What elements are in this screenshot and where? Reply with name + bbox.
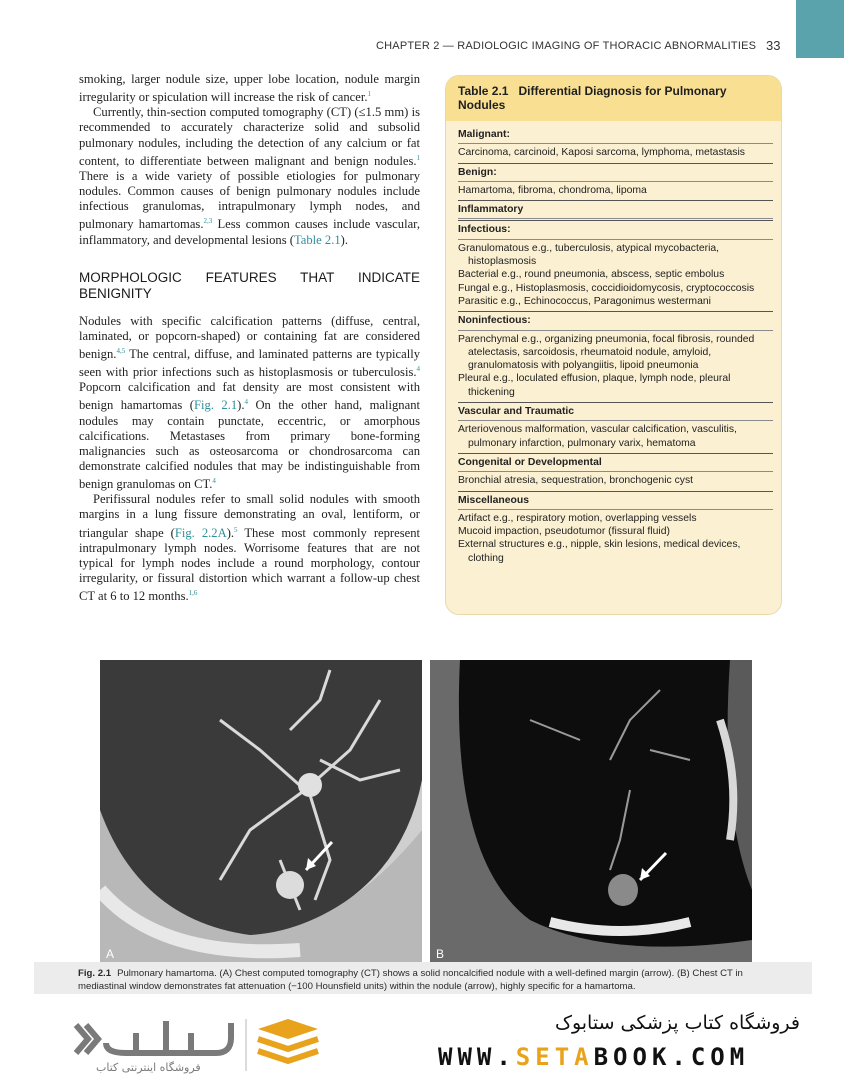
table-link[interactable]: Table 2.1 [293,232,341,247]
table-category: Miscellaneous [458,491,773,510]
figure-link[interactable]: Fig. 2.1 [193,398,238,413]
page-number: 33 [766,38,781,53]
table-entry: Hamartoma, fibroma, chondroma, lipoma [458,184,647,196]
setabook-logo [66,1013,321,1075]
setabook-logo-icon [66,1013,321,1075]
table-entry: Granulomatous e.g., tuberculosis, atypical mycobacteria, histoplasmosis [458,242,720,268]
panel-label-b: B [436,947,445,961]
table-entry: Bronchial atresia, sequestration, bronchogenic cyst [458,475,694,487]
running-head: CHAPTER 2 — RADIOLOGIC IMAGING OF THORACIC ABNORMALITIES [376,40,757,52]
figure-2-1 [100,660,760,965]
caption-figure-number: Fig. 2.1 [78,968,112,979]
reference[interactable]: 4 [416,365,420,374]
figure-link[interactable]: Fig. 2.2A [174,525,227,540]
table-category: Infectious: [458,220,773,239]
table-entries [458,182,773,199]
reference[interactable]: 1 [416,153,420,162]
table-category: Vascular and Traumatic [458,402,773,421]
paragraph-2: Currently, thin-section computed tomography (CT) (≤1.5 mm) is recommended to accurately characterize solid and subsolid pulmonary nodules, including the detection of any calcium or fat content, to differentiate between malignant and benign nodules.$^1$ There is a wide variety of possible etiologies for pulmonary nodules. Common causes of benign pulmonary nodules include infectious granulomas, intrapulmonary lymph nodes, and pulmonary hamartomas.$^{2,3}$ Less common causes include vascular, inflammatory, and developmental lesions (Table 2.1). [79,105,420,247]
table-entries [458,144,773,161]
ct-image-lung-window [100,660,422,965]
chapter-color-tab [796,0,844,58]
table-entries [458,510,773,567]
table-entry: Pleural e.g., loculated effusion, plaque, lymph node, pleural thickening [458,373,731,398]
paragraph-3: Nodules with specific calcification patterns (diffuse, central, laminated, or popcorn-shaped) or containing fat are considered benign.$^{4,5}$ The central, diffuse, and laminated patterns are typically seen with prior infections such as histoplasmosis or tuberculosis.$^4$ Popcorn calcification and fat density are most consistent with benign hamartomas (Fig. 2.1).$^4$ On the other hand, malignant nodules may contain punctate, eccentric, or amorphous calcifications. Metastases from primary bone-forming malignancies such as osteosarcoma or chondrosarcoma can demonstrate calcified nodules that may be indistinguishable from benign granulomas on CT.$^4$ [79,313,420,492]
logo-text: فروشگاه اینترنتی کتاب [96,1061,201,1074]
ct-image-mediastinal-window [430,660,752,965]
table-entry: Parasitic e.g., Echinococcus, Paragonimus westermani [458,295,711,307]
differential-diagnosis-table [445,75,782,615]
table-body [446,121,781,567]
table-entry: Bacterial e.g., round pneumonia, abscess, septic embolus [458,269,725,281]
table-entries [458,240,773,310]
table-title: Differential Diagnosis for Pulmonary Nodules [458,84,727,112]
ct-scan-a [100,660,422,965]
table-entry: Arteriovenous malformation, vascular calcification, vasculitis, pulmonary infarction, pulmonary varix, hematoma [458,424,737,449]
reference[interactable]: 1,6 [188,589,198,598]
table-category: Inflammatory [458,200,773,219]
table-entries [458,331,773,401]
paragraph-4: Perifissural nodules refer to small solid nodules with smooth margins in a lung fissure demonstrating an oval, lentiform, or triangular shape (Fig. 2.2A).$^5$ These most commonly represent intrapulmonary lymph nodes. Worrisome features that are not typical for lymph nodes include a round morphology, contour irregularity, or fissural distortion which warrant a follow-up chest CT at 6 to 12 months.$^{1,6}$ [79,492,420,604]
reference[interactable]: 4,5 [116,346,126,355]
ct-scan-b [430,660,752,965]
table-category: Benign: [458,163,773,182]
store-name: فروشگاه کتاب پزشکی ستابوک [554,1012,800,1034]
table-number: Table 2.1 [458,84,509,98]
table-entry: Carcinoma, carcinoid, Kaposi sarcoma, lymphoma, metastasis [458,147,746,159]
section-heading: MORPHOLOGIC FEATURES THAT INDICATE BENIGNITY [79,269,420,301]
reference[interactable]: 4 [244,398,248,407]
table-category: Malignant: [458,126,773,144]
table-entry: Parenchymal e.g., organizing pneumonia, focal fibrosis, rounded atelectasis, sarcoidosis, rheumatoid nodule, amyloid, granulomatosis with polyangiitis, lipoid pneumonia [458,333,755,372]
table-category: Congenital or Developmental [458,453,773,472]
figure-caption [34,962,812,994]
reference[interactable]: 4 [212,477,216,486]
panel-label-a: A [106,947,115,961]
body-text-column [79,72,420,604]
table-entry: Fungal e.g., Histoplasmosis, coccidioidomycosis, cryptococcosis [458,282,755,294]
reference[interactable]: 5 [234,525,238,534]
reference[interactable]: 2,3 [203,217,213,226]
table-entry: Artifact e.g., respiratory motion, overlapping vessels [458,512,697,524]
store-url[interactable]: WWW.SETABOOK.COM [438,1043,750,1071]
table-entries [458,472,773,489]
table-category: Noninfectious: [458,311,773,330]
paragraph-1: smoking, larger nodule size, upper lobe location, nodule margin irregularity or spiculation will increase the risk of cancer.$^1$ [79,72,420,105]
table-header [446,76,781,121]
table-entry: External structures e.g., nipple, skin lesions, medical devices, clothing [458,539,741,564]
caption-text: Pulmonary hamartoma. (A) Chest computed tomography (CT) shows a solid noncalcified nodule with a well-defined margin (arrow). (B) Chest CT in mediastinal window demonstrates fat attenuation (−100 Hounsfield units) within the nodule (arrow), highly specific for a hamartoma. [78,968,743,992]
table-entries [458,421,773,452]
reference[interactable]: 1 [367,90,371,99]
table-entry: Mucoid impaction, pseudotumor (fissural fluid) [458,526,670,538]
